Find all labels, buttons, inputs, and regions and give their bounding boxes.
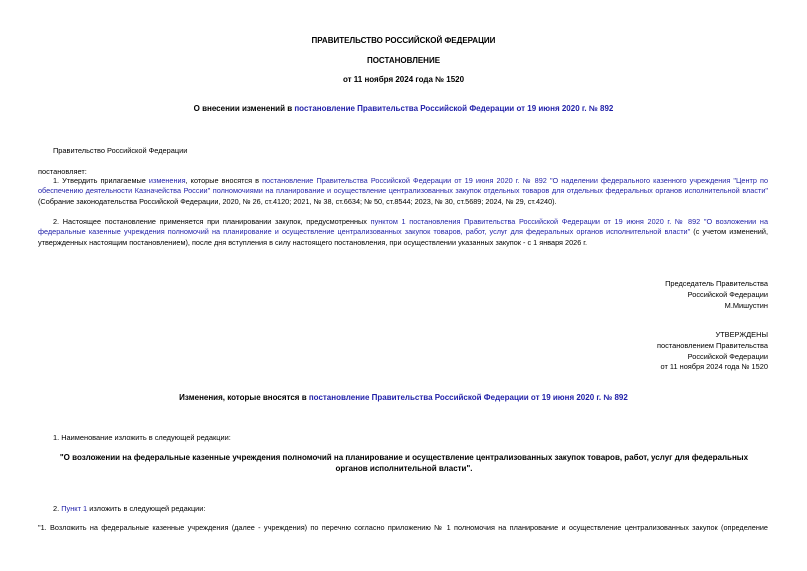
signature-title-2: Российской Федерации (687, 290, 768, 299)
changes-title (0, 393, 807, 403)
approved-line-2: постановлением Правительства (657, 341, 768, 350)
paragraph-1 (38, 176, 768, 207)
document-title (0, 104, 807, 114)
p2-text-b: (с учетом изменений, утвержденных настоящим постановлением), после дня вступления в силу настоящего постановления, при осуществлении указанных закупок - с 1 января 2026 г. (38, 227, 768, 247)
document-type: ПОСТАНОВЛЕНИЕ (366, 56, 441, 65)
point-1-item-link[interactable]: Пункт 1 (61, 504, 88, 513)
item-2-content: "1. Возложить на федеральные казенные учреждения (далее - учреждения) по перечню согласно приложению № 1 полномочия на планирование и осуществление централизованных закупок (определение (38, 523, 768, 532)
approved-heading: УТВЕРЖДЕНЫ (715, 330, 768, 339)
item-2-text (53, 504, 206, 513)
signature-title-1: Председатель Правительства (665, 279, 768, 288)
intro-text: Правительство Российской Федерации (53, 146, 188, 155)
approved-line-3: Российской Федерации (687, 352, 768, 361)
item-2-suffix: изложить в следующей редакции: (87, 504, 206, 513)
approved-line-4: от 11 ноября 2024 года № 1520 (660, 362, 768, 371)
signature-name: М.Мишустин (724, 301, 768, 310)
title-decree-link[interactable]: постановление Правительства Российской Федерации от 19 июня 2020 г. № 892 (294, 104, 614, 113)
document-date-number: от 11 ноября 2024 года № 1520 (342, 75, 465, 84)
p2-text-a: 2. Настоящее постановление применяется при планировании закупок, предусмотренных (53, 217, 371, 226)
decrees-text: постановляет: (38, 167, 87, 176)
changes-title-prefix: Изменения, которые вносятся в (179, 393, 309, 402)
p1-text-c: (Собрание законодательства Российской Федерации, 2020, № 26, ст.4120; 2021, № 38, ст.6634; № 50, ст.8544; 2023, № 30, ст.5689; 2024, № 29, ст.4240). (38, 196, 557, 206)
p1-text-a: 1. Утвердить прилагаемые (53, 176, 149, 185)
changes-decree-link[interactable]: постановление Правительства Российской Федерации от 19 июня 2020 г. № 892 (308, 393, 628, 402)
decree-892-link[interactable]: постановление Правительства Российской Федерации от 19 июня 2020 г. № 892 "О наделении федерального казенного учреждения "Центр по обеспечению деятельности Казначейства России" полномочиями на планирование и осуществление централизованных закупок отдельных товаров для отдельных федеральных органов исполнительной власти" (38, 176, 768, 196)
paragraph-2 (38, 217, 768, 248)
document-title-prefix: О внесении изменений в (193, 104, 295, 113)
item-2-prefix: 2. (53, 504, 62, 513)
changes-link[interactable]: изменения (148, 176, 186, 185)
government-heading: ПРАВИТЕЛЬСТВО РОССИЙСКОЙ ФЕДЕРАЦИИ (311, 36, 496, 45)
new-name-quote: "О возложении на федеральные казенные учреждения полномочий на планирование и осуществление централизованных закупок товаров, работ, услуг для федеральных органов исполнительной власти". (59, 453, 749, 473)
p1-text-b: , которые вносятся в (185, 176, 263, 185)
point-1-link[interactable]: пунктом 1 постановления Правительства Российской Федерации от 19 июня 2020 г. № 892 "О возложении на федеральные казенные учреждения полномочий на планирование и осуществление централизованных закупок товаров, работ, услуг для федеральных органов исполнительной власти" (38, 217, 768, 237)
item-1-text: 1. Наименование изложить в следующей редакции: (53, 433, 231, 442)
